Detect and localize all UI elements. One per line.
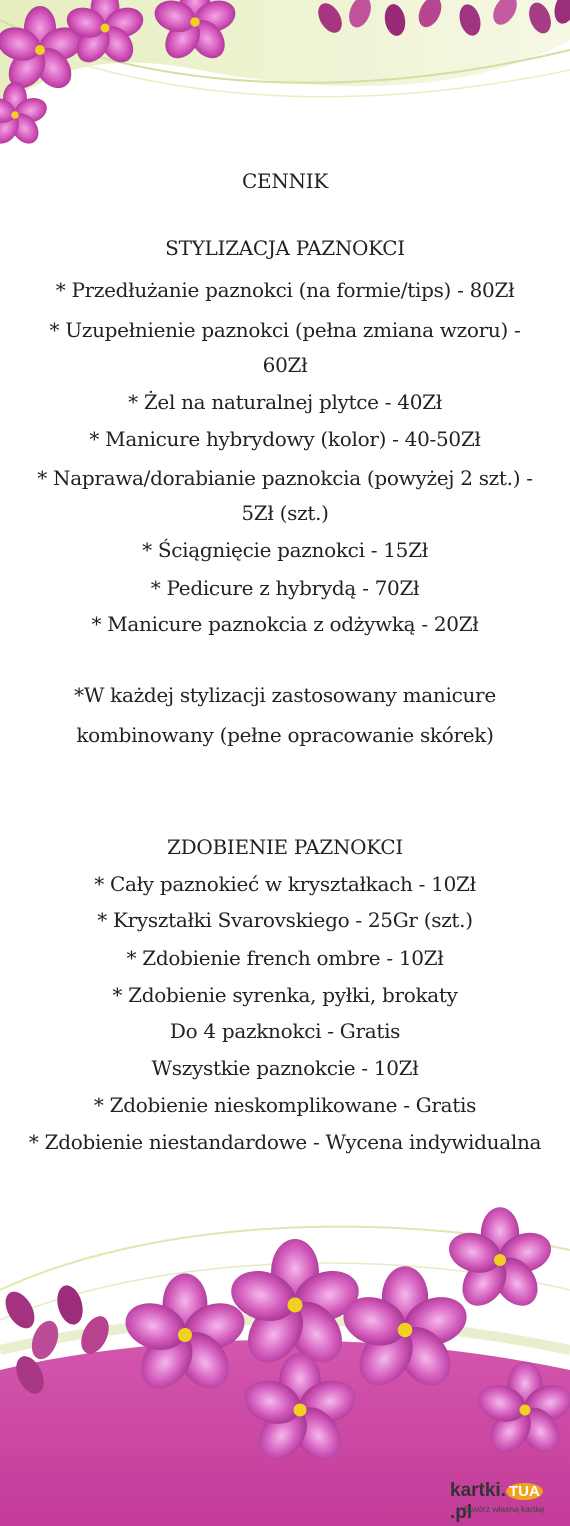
- logo-tagline: Stwórz własną kartkę: [464, 1504, 545, 1514]
- list-item: * Zdobienie french ombre - 10Zł: [126, 946, 444, 970]
- list-item: 5Zł (szt.): [241, 501, 329, 525]
- list-item: 60Zł: [262, 353, 308, 377]
- section-heading-styling: STYLIZACJA PAZNOKCI: [165, 236, 405, 260]
- list-item: * Żel na naturalnej plytce - 40Zł: [128, 390, 442, 414]
- list-item: * Cały paznokieć w kryształkach - 10Zł: [94, 872, 476, 896]
- list-item: * Przedłużanie paznokci (na formie/tips) - 80Zł: [55, 278, 515, 302]
- list-item: * Pedicure z hybrydą - 70Zł: [150, 576, 420, 600]
- list-item: * Manicure hybrydowy (kolor) - 40-50Zł: [89, 427, 481, 451]
- list-item: * Ściągnięcie paznokci - 15Zł: [142, 538, 428, 562]
- page-title: CENNIK: [242, 169, 328, 193]
- list-item: * Kryształki Svarovskiego - 25Gr (szt.): [97, 908, 473, 932]
- list-item: * Zdobienie niestandardowe - Wycena indywidualna: [28, 1130, 542, 1154]
- note-line: kombinowany (pełne opracowanie skórek): [76, 723, 494, 747]
- section-heading-decoration: ZDOBIENIE PAZNOKCI: [167, 835, 403, 859]
- site-logo[interactable]: [450, 1480, 562, 1523]
- logo-text: kartki. TUA.pl: [450, 1480, 562, 1524]
- list-item: * Naprawa/dorabianie paznokcia (powyżej 2 szt.) -: [37, 466, 533, 490]
- list-item: * Zdobienie syrenka, pyłki, brokaty: [112, 983, 458, 1007]
- list-item: * Uzupełnienie paznokci (pełna zmiana wzoru) -: [49, 318, 521, 342]
- lilac-flowers-bottom-decoration: [0, 1180, 570, 1526]
- list-item: * Zdobienie nieskomplikowane - Gratis: [93, 1093, 477, 1117]
- list-item: * Manicure paznokcia z odżywką - 20Zł: [91, 612, 479, 636]
- note-line: *W każdej stylizacji zastosowany manicure: [74, 683, 496, 707]
- list-item: Wszystkie paznokcie - 10Zł: [151, 1056, 419, 1080]
- list-item: Do 4 pazknokci - Gratis: [169, 1019, 401, 1043]
